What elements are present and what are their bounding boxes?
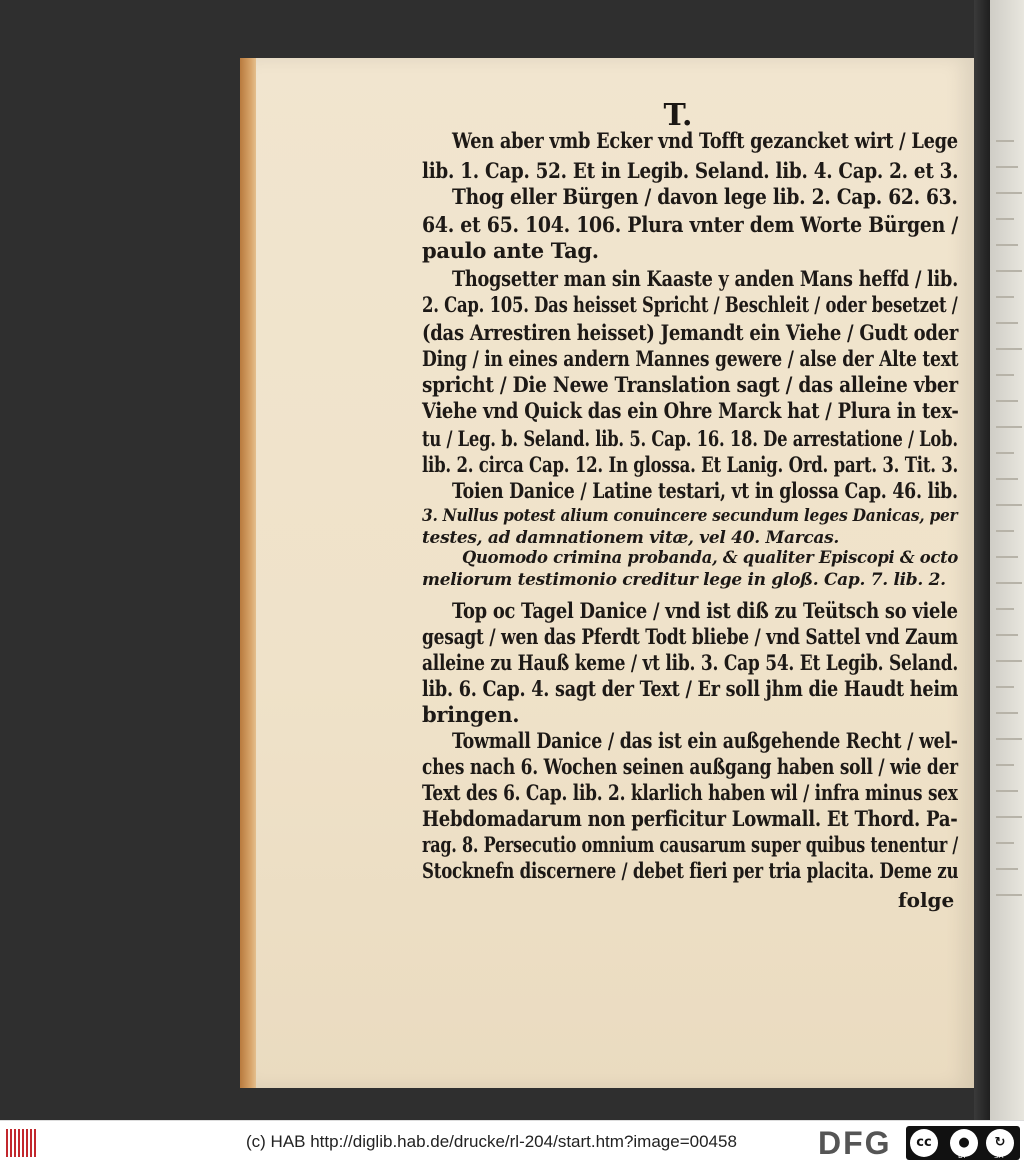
- facing-page-line: [996, 140, 1014, 142]
- text-line: Toien Danice / Latine testari, vt in glossa Cap. 46. lib.: [452, 478, 958, 503]
- facing-page-line: [996, 686, 1014, 688]
- sa-label: SA: [994, 1152, 1004, 1160]
- book-gutter: [974, 0, 990, 1120]
- text-line: paulo ante Tag.: [422, 238, 599, 263]
- text-line: Wen aber vmb Ecker vnd Tofft gezancket wirt / Lege: [452, 128, 958, 153]
- facing-page-line: [996, 894, 1022, 896]
- facing-page-line: [996, 478, 1018, 480]
- text-line: bringen.: [422, 702, 520, 727]
- cc-license-badge[interactable]: [906, 1126, 1020, 1160]
- text-line: gesagt / wen das Pferdt Todt bliebe / vnd Sattel vnd Zaum: [422, 624, 958, 649]
- text-line: lib. 2. circa Cap. 12. In glossa. Et Lanig. Ord. part. 3. Tit. 3.: [422, 452, 959, 477]
- signature-letter: T.: [663, 98, 693, 133]
- facing-page-line: [996, 166, 1018, 168]
- facing-page-line: [996, 712, 1018, 714]
- text-line: Thog eller Bürgen / davon lege lib. 2. Cap. 62. 63.: [452, 184, 958, 209]
- facing-page-line: [996, 738, 1022, 740]
- facing-page-line: [996, 582, 1022, 584]
- facing-page-line: [996, 816, 1022, 818]
- text-line: tu / Leg. b. Seland. lib. 5. Cap. 16. 18. De arrestatione / Lob.: [422, 426, 958, 451]
- text-line: meliorum testimonio creditur lege in gloß. Cap. 7. lib. 2.: [422, 570, 946, 590]
- facing-page-line: [996, 218, 1014, 220]
- share-alike-icon: ↻: [986, 1129, 1014, 1157]
- citation-link[interactable]: (c) HAB http://diglib.hab.de/drucke/rl-204/start.htm?image=00458: [246, 1132, 737, 1151]
- text-line: 3. Nullus potest alium conuincere secundum leges Danicas, per: [422, 506, 958, 526]
- facing-page-line: [996, 842, 1014, 844]
- text-line: Hebdomadarum non perficitur Lowmall. Et Thord. Pa-: [422, 806, 958, 831]
- facing-page-line: [996, 244, 1018, 246]
- text-line: ches nach 6. Wochen seinen außgang haben soll / wie der: [422, 754, 958, 779]
- text-line: (das Arrestiren heisset) Jemandt ein Viehe / Gudt oder: [422, 320, 959, 345]
- text-line: Ding / in eines andern Mannes gewere / alse der Alte text: [422, 346, 959, 371]
- facing-page-line: [996, 660, 1022, 662]
- facing-page-line: [996, 374, 1014, 376]
- text-line: Viehe vnd Quick das ein Ohre Marck hat / Plura in tex-: [422, 398, 959, 423]
- text-line: spricht / Die Newe Translation sagt / das alleine vber: [422, 372, 958, 397]
- text-line: lib. 1. Cap. 52. Et in Legib. Seland. lib. 4. Cap. 2. et 3.: [422, 158, 959, 183]
- text-line: Stocknefn discernere / debet fieri per tria placita. Deme zu: [422, 858, 959, 883]
- text-line: alleine zu Hauß keme / vt lib. 3. Cap 54. Et Legib. Seland.: [422, 650, 959, 675]
- facing-page-line: [996, 556, 1018, 558]
- cc-icon: cc: [910, 1129, 938, 1157]
- facing-page-line: [996, 192, 1022, 194]
- facing-page-line: [996, 270, 1022, 272]
- facing-page-line: [996, 764, 1014, 766]
- text-line: testes, ad damnationem vitæ, vel 40. Marcas.: [422, 528, 840, 548]
- text-line: Text des 6. Cap. lib. 2. klarlich haben wil / infra minus sex: [422, 780, 958, 805]
- dfg-logo: DFG: [818, 1125, 892, 1161]
- facing-page-line: [996, 634, 1018, 636]
- facing-page-line: [996, 608, 1014, 610]
- text-line: Top oc Tagel Danice / vnd ist diß zu Teütsch so viele: [452, 598, 958, 623]
- facing-page-line: [996, 296, 1014, 298]
- facing-page-line: [996, 322, 1018, 324]
- footer-bar: [0, 1120, 1024, 1165]
- facing-page-line: [996, 530, 1014, 532]
- facing-page-line: [996, 452, 1014, 454]
- facing-page-line: [996, 400, 1018, 402]
- facing-page-line: [996, 790, 1018, 792]
- text-line: Towmall Danice / das ist ein außgehende Recht / wel-: [452, 728, 958, 753]
- text-line: rag. 8. Persecutio omnium causarum super quibus tenentur /: [422, 832, 959, 857]
- text-line: 2. Cap. 105. Das heisset Spricht / Beschleit / oder besetzet /: [422, 292, 958, 317]
- attribution-icon: ●: [950, 1129, 978, 1157]
- facing-page-line: [996, 348, 1022, 350]
- facing-page-line: [996, 426, 1022, 428]
- library-barcode-icon: [6, 1129, 40, 1157]
- text-line: 64. et 65. 104. 106. Plura vnter dem Worte Bürgen /: [422, 212, 958, 237]
- facing-page-line: [996, 868, 1018, 870]
- catchword: folge: [898, 888, 955, 912]
- text-line: Quomodo crimina probanda, & qualiter Episcopi & octo: [462, 548, 958, 568]
- by-label: BY: [958, 1152, 967, 1160]
- text-line: lib. 6. Cap. 4. sagt der Text / Er soll jhm die Haudt heim: [422, 676, 959, 701]
- facing-page-line: [996, 504, 1022, 506]
- facing-page-edge: [990, 0, 1024, 1120]
- text-line: Thogsetter man sin Kaaste y anden Mans heffd / lib.: [452, 266, 959, 291]
